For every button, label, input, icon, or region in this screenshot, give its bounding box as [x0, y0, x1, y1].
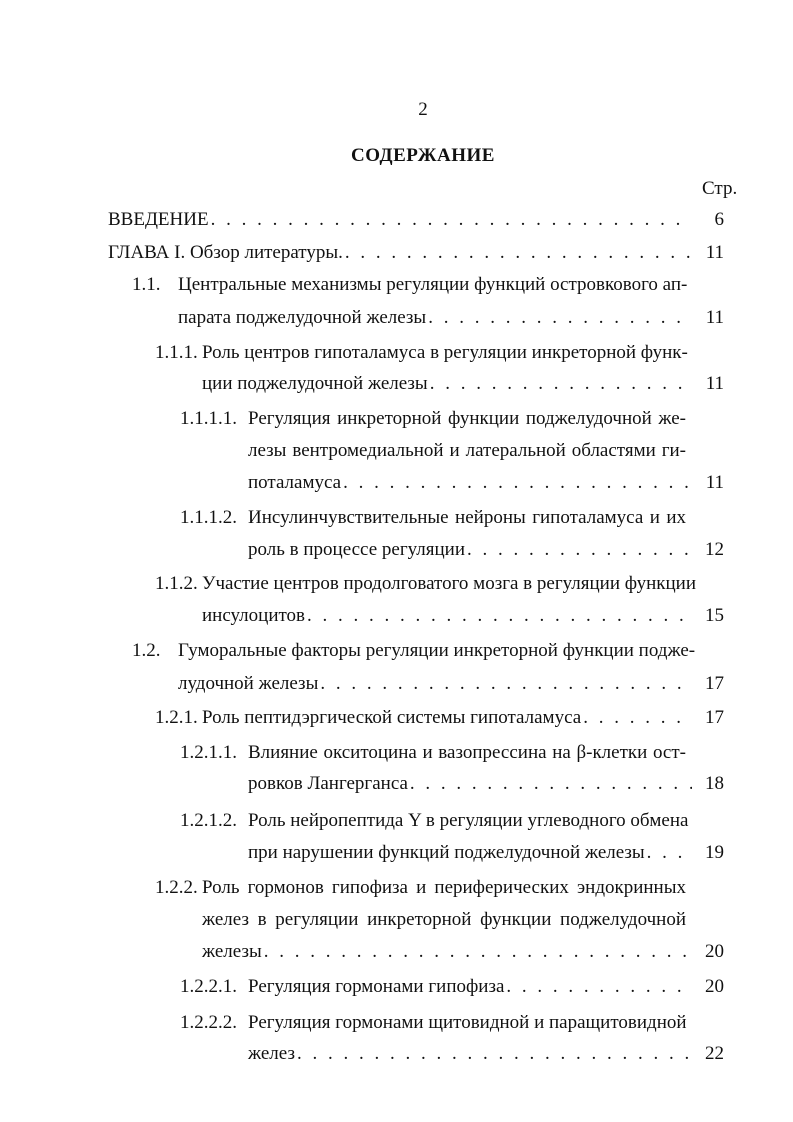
toc-entry-text: Роль пептидэргической системы гипоталамуса — [202, 707, 582, 728]
toc-entry-number: 1.2.2.1. — [180, 976, 237, 997]
toc-entry-page: 11 — [705, 307, 724, 328]
toc-entry-number: 1.2. — [132, 640, 161, 661]
toc-entry-page: 22 — [705, 1043, 724, 1064]
toc-entry-continuation[interactable]: желез в регуляции инкреторной функции поджелудочной — [202, 909, 686, 930]
toc-entry-number: 1.2.2.2. — [180, 1012, 237, 1033]
dot-leader — [297, 1041, 692, 1067]
toc-entry-text[interactable]: Участие центров продолговатого мозга в регуляции функции — [202, 573, 697, 594]
dot-leader — [264, 939, 692, 965]
toc-entry-number: 1.2.1.2. — [180, 810, 237, 831]
dot-leader — [430, 371, 692, 397]
toc-entry[interactable] — [202, 705, 724, 731]
dot-leader — [320, 671, 692, 697]
toc-entry[interactable] — [248, 974, 724, 1000]
toc-entry-continuation[interactable]: желез . . . 22 — [248, 1041, 724, 1067]
toc-entry-number: 1.2.2. — [155, 877, 198, 898]
toc-entry-page: 17 — [705, 707, 724, 728]
toc-entry-page: 12 — [705, 539, 724, 560]
dot-leader — [343, 470, 692, 496]
toc-entry-continuation[interactable]: ровков Лангерганса . . . 18 — [248, 771, 724, 797]
toc-entry-continuation[interactable]: железы . . . 20 — [202, 939, 724, 965]
toc-entry-page: 19 — [705, 842, 724, 863]
toc-entry[interactable] — [108, 240, 724, 266]
toc-entry-number: 1.2.1.1. — [180, 742, 237, 763]
toc-entry-number: 1.2.1. — [155, 707, 198, 728]
dot-leader — [211, 207, 692, 233]
toc-entry-text[interactable]: Роль нейропептида Y в регуляции углеводного обмена — [248, 810, 689, 831]
dot-leader — [307, 603, 692, 629]
toc-entry-continuation[interactable]: лезы вентромедиальной и латеральной областями ги- — [248, 440, 686, 461]
toc-entry-text: ВВЕДЕНИЕ — [108, 209, 209, 230]
dot-leader — [428, 305, 692, 331]
toc-entry-continuation[interactable]: ции поджелудочной железы . . . 11 — [202, 371, 724, 397]
dot-leader — [467, 537, 692, 563]
toc-entry-number: 1.1. — [132, 274, 161, 295]
toc-entry-page: 6 — [714, 209, 724, 230]
toc-entry-text[interactable]: Гуморальные факторы регуляции инкреторной функции подже- — [178, 640, 696, 661]
toc-entry-page: 11 — [705, 472, 724, 493]
toc-entry-page: 20 — [705, 941, 724, 962]
toc-entry-page: 11 — [705, 242, 724, 263]
toc-entry-text[interactable]: Регуляция инкреторной функции поджелудочной же- — [248, 408, 686, 429]
toc-entry-continuation[interactable]: лудочной железы . . . 17 — [178, 671, 724, 697]
dot-leader — [506, 974, 692, 1000]
page-number: 2 — [418, 99, 428, 120]
toc-entry-text[interactable]: Роль гормонов гипофиза и периферических эндокринных — [202, 877, 686, 898]
toc-entry[interactable] — [108, 207, 724, 233]
toc-entry-number: 1.1.2. — [155, 573, 198, 594]
toc-entry-text[interactable]: Регуляция гормонами щитовидной и паращитовидной — [248, 1012, 687, 1033]
toc-entry-text[interactable]: Влияние окситоцина и вазопрессина на β-клетки ост- — [248, 742, 686, 763]
toc-entry-page: 20 — [705, 976, 724, 997]
toc-entry-number: 1.1.1.1. — [180, 408, 237, 429]
toc-entry-text[interactable]: Роль центров гипоталамуса в регуляции инкреторной функ- — [202, 342, 688, 363]
toc-entry-page: 18 — [705, 773, 724, 794]
toc-entry-text: Регуляция гормонами гипофиза — [248, 976, 505, 997]
toc-entry-page: 17 — [705, 673, 724, 694]
dot-leader — [647, 840, 692, 866]
dot-leader — [583, 705, 692, 731]
page-title: СОДЕРЖАНИЕ — [351, 145, 495, 166]
toc-entry-continuation[interactable]: роль в процессе регуляции . . . 12 — [248, 537, 724, 563]
toc-entry-text: ГЛАВА I. Обзор литературы. — [108, 242, 343, 263]
toc-entry-number: 1.1.1. — [155, 342, 198, 363]
toc-entry-page: 15 — [705, 605, 724, 626]
dot-leader — [410, 771, 692, 797]
toc-entry-text[interactable]: Инсулинчувствительные нейроны гипоталамуса и их — [248, 507, 686, 528]
page-column-label: Стр. — [702, 178, 738, 199]
toc-entry-page: 11 — [705, 373, 724, 394]
toc-entry-text[interactable]: Центральные механизмы регуляции функций островкового ап- — [178, 274, 688, 295]
toc-entry-continuation[interactable]: при нарушении функций поджелудочной железы . . . 19 — [248, 840, 724, 866]
toc-entry-continuation[interactable]: поталамуса . . . 11 — [248, 470, 724, 496]
toc-entry-number: 1.1.1.2. — [180, 507, 237, 528]
toc-entry-continuation[interactable]: парата поджелудочной железы . . . 11 — [178, 305, 724, 331]
toc-entry-continuation[interactable]: инсулоцитов . . . 15 — [202, 603, 724, 629]
dot-leader — [345, 240, 692, 266]
